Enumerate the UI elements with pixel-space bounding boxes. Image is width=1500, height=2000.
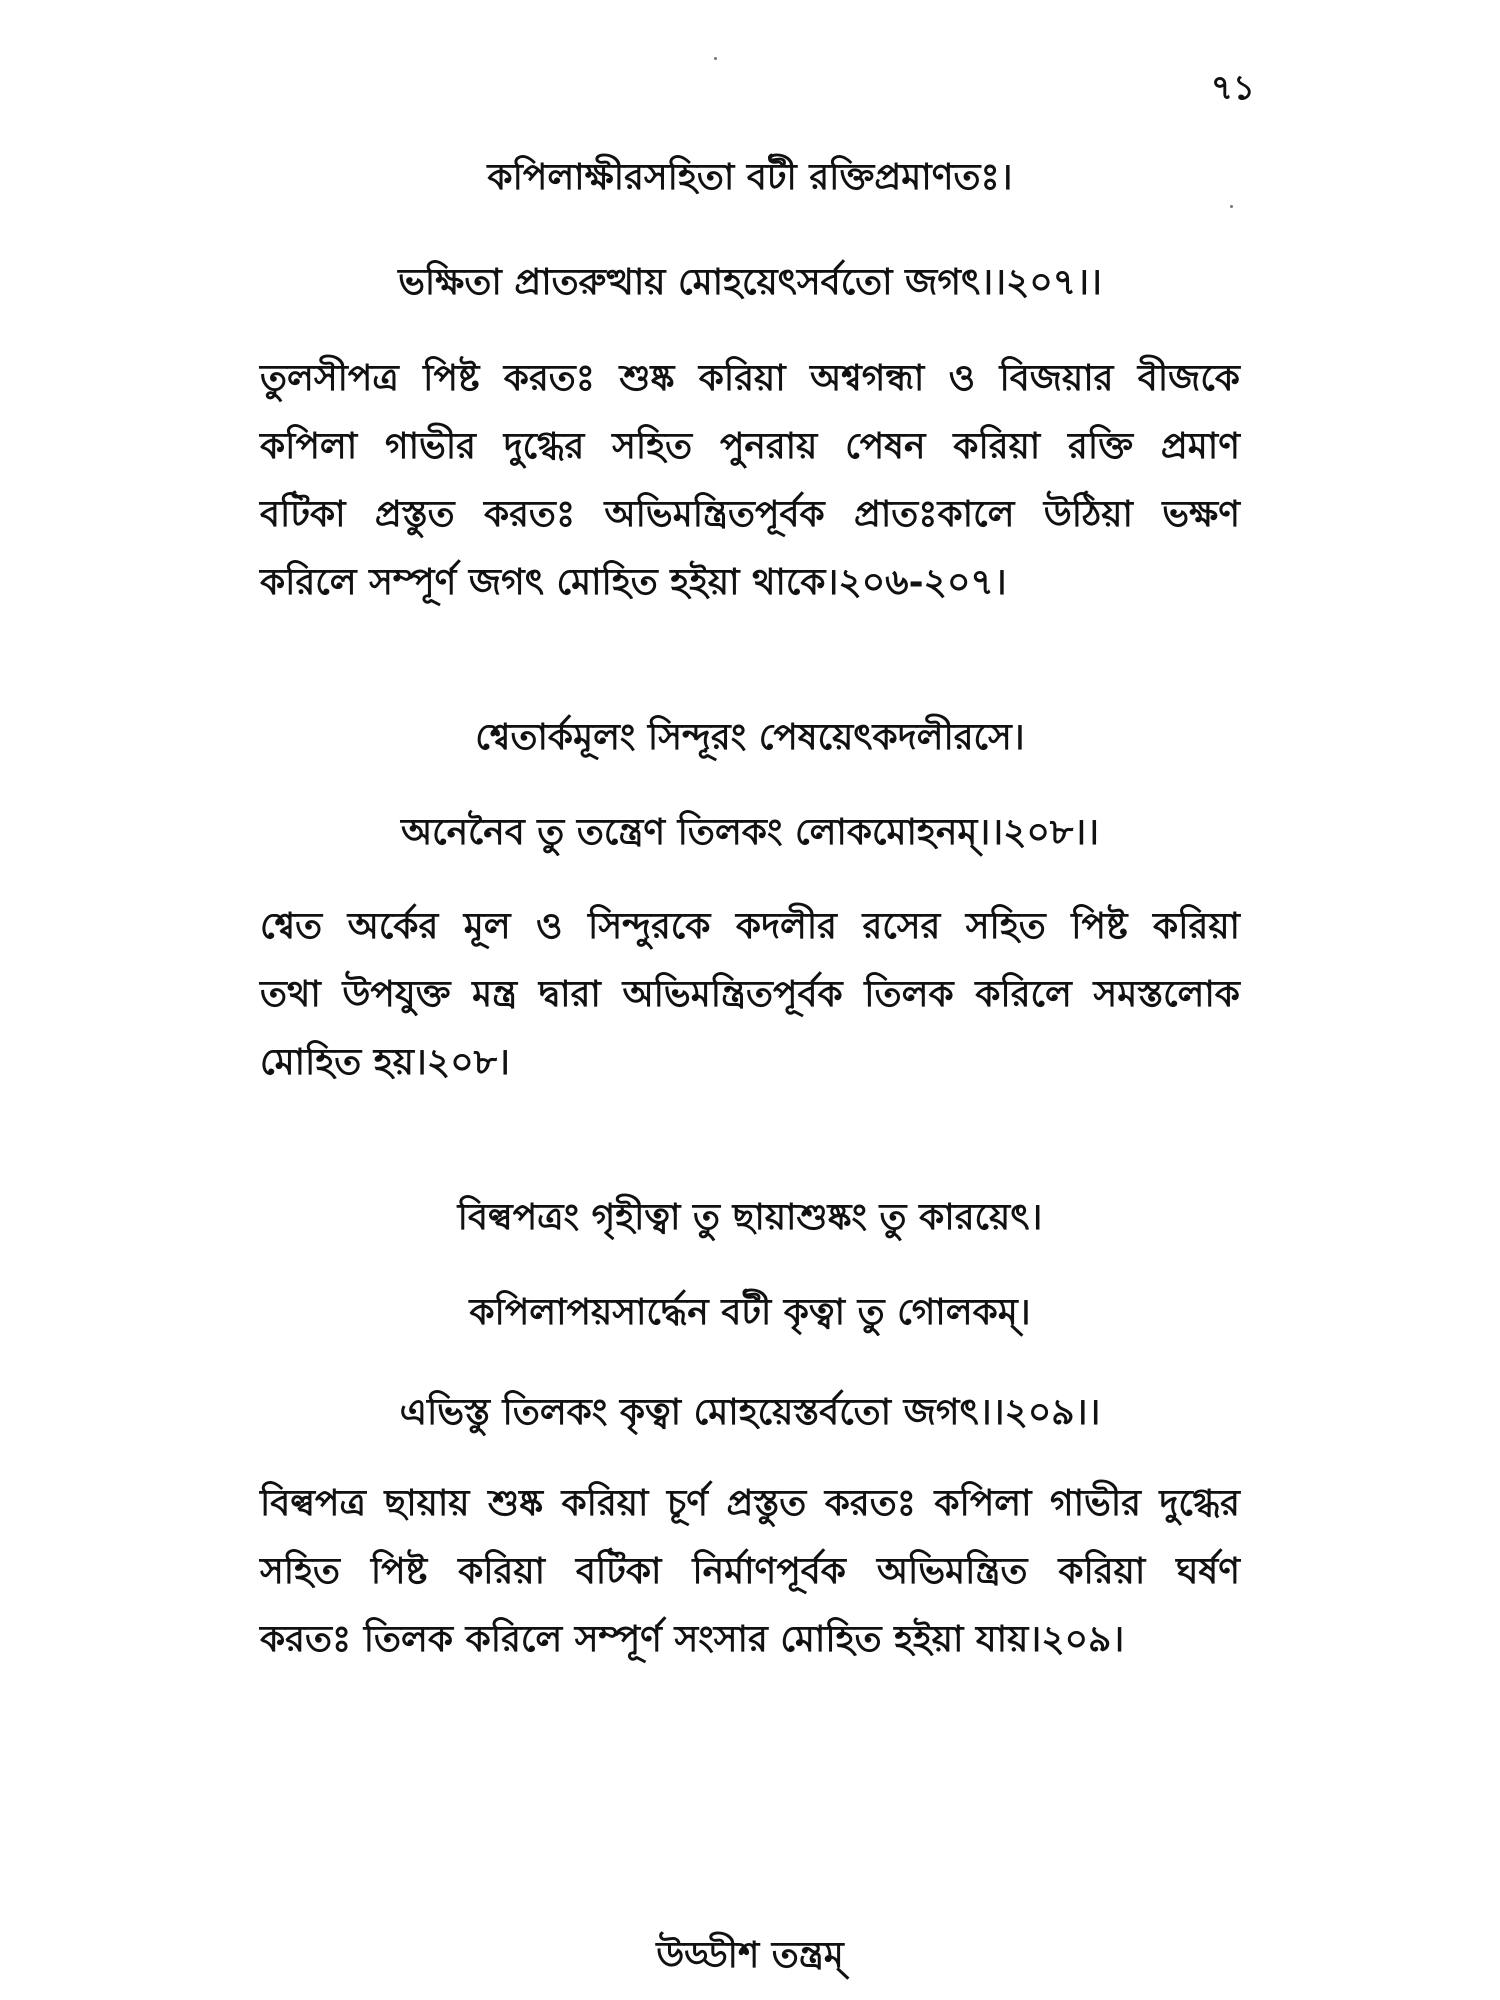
verse-line: কপিলাপয়সার্দ্ধেন বটী কৃত্বা তু গোলকম্। (469, 1292, 1031, 1333)
verse-line: কপিলাক্ষীরসহিতা বটী রক্তিপ্রমাণতঃ। (487, 157, 1013, 198)
verse-line: বিল্বপত্রং গৃহীত্বা তু ছায়াশুষ্কং তু কারয়েৎ। (457, 1197, 1043, 1238)
commentary-line: সহিত পিষ্ট করিয়া বটিকা নির্মাণপূর্বক অভিমন্ত্রিত করিয়া ঘর্ষণ (260, 1551, 1240, 1592)
commentary-line: বিল্বপত্র ছায়ায় শুষ্ক করিয়া চূর্ণ প্রস্তুত করতঃ কপিলা গাভীর দুগ্ধের (260, 1483, 1240, 1524)
commentary-line: তুলসীপত্র পিষ্ট করতঃ শুষ্ক করিয়া অশ্বগন্ধা ও বিজয়ার বীজকে (260, 358, 1240, 399)
commentary-line: কপিলা গাভীর দুগ্ধের সহিত পুনরায় পেষন করিয়া রক্তি প্রমাণ (260, 426, 1240, 467)
commentary-paragraph (260, 345, 1240, 617)
page-number: ৭১ (1210, 68, 1255, 108)
book-title-footer: উড্ডীশ তন্ত্রম্ (656, 1935, 844, 1976)
verse-line: এভিস্তু তিলকং কৃত্বা মোহয়েস্তর্বতো জগৎ।।২০৯।। (399, 1392, 1101, 1433)
commentary-line: মোহিত হয়।২০৮। (260, 1042, 510, 1083)
verse-line: অনেনৈব তু তন্ত্রেণ তিলকং লোকমোহনম্।।২০৮।। (401, 812, 1099, 853)
commentary-line: শ্বেত অর্কের মূল ও সিন্দুরকে কদলীর রসের সহিত পিষ্ট করিয়া (260, 906, 1240, 947)
commentary-line: তথা উপযুক্ত মন্ত্র দ্বারা অভিমন্ত্রিতপূর্বক তিলক করিলে সমস্তলোক (260, 974, 1240, 1015)
commentary-line: বটিকা প্রস্তুত করতঃ অভিমন্ত্রিতপূর্বক প্রাতঃকালে উঠিয়া ভক্ষণ (260, 494, 1240, 535)
commentary-paragraph (260, 893, 1240, 1097)
commentary-line: করতঃ তিলক করিলে সম্পূর্ণ সংসার মোহিত হইয়া যায়।২০৯। (260, 1619, 1125, 1660)
verse-line: ভক্ষিতা প্রাতরুত্থায় মোহয়েৎসর্বতো জগৎ।।২০৭।। (398, 262, 1102, 303)
verse-line: শ্বেতার্কমূলং সিন্দূরং পেষয়েৎকদলীরসে। (475, 717, 1025, 758)
commentary-line: করিলে সম্পূর্ণ জগৎ মোহিত হইয়া থাকে।২০৬-২০৭। (260, 562, 1007, 603)
commentary-paragraph (260, 1470, 1240, 1674)
scan-speck (714, 57, 717, 60)
